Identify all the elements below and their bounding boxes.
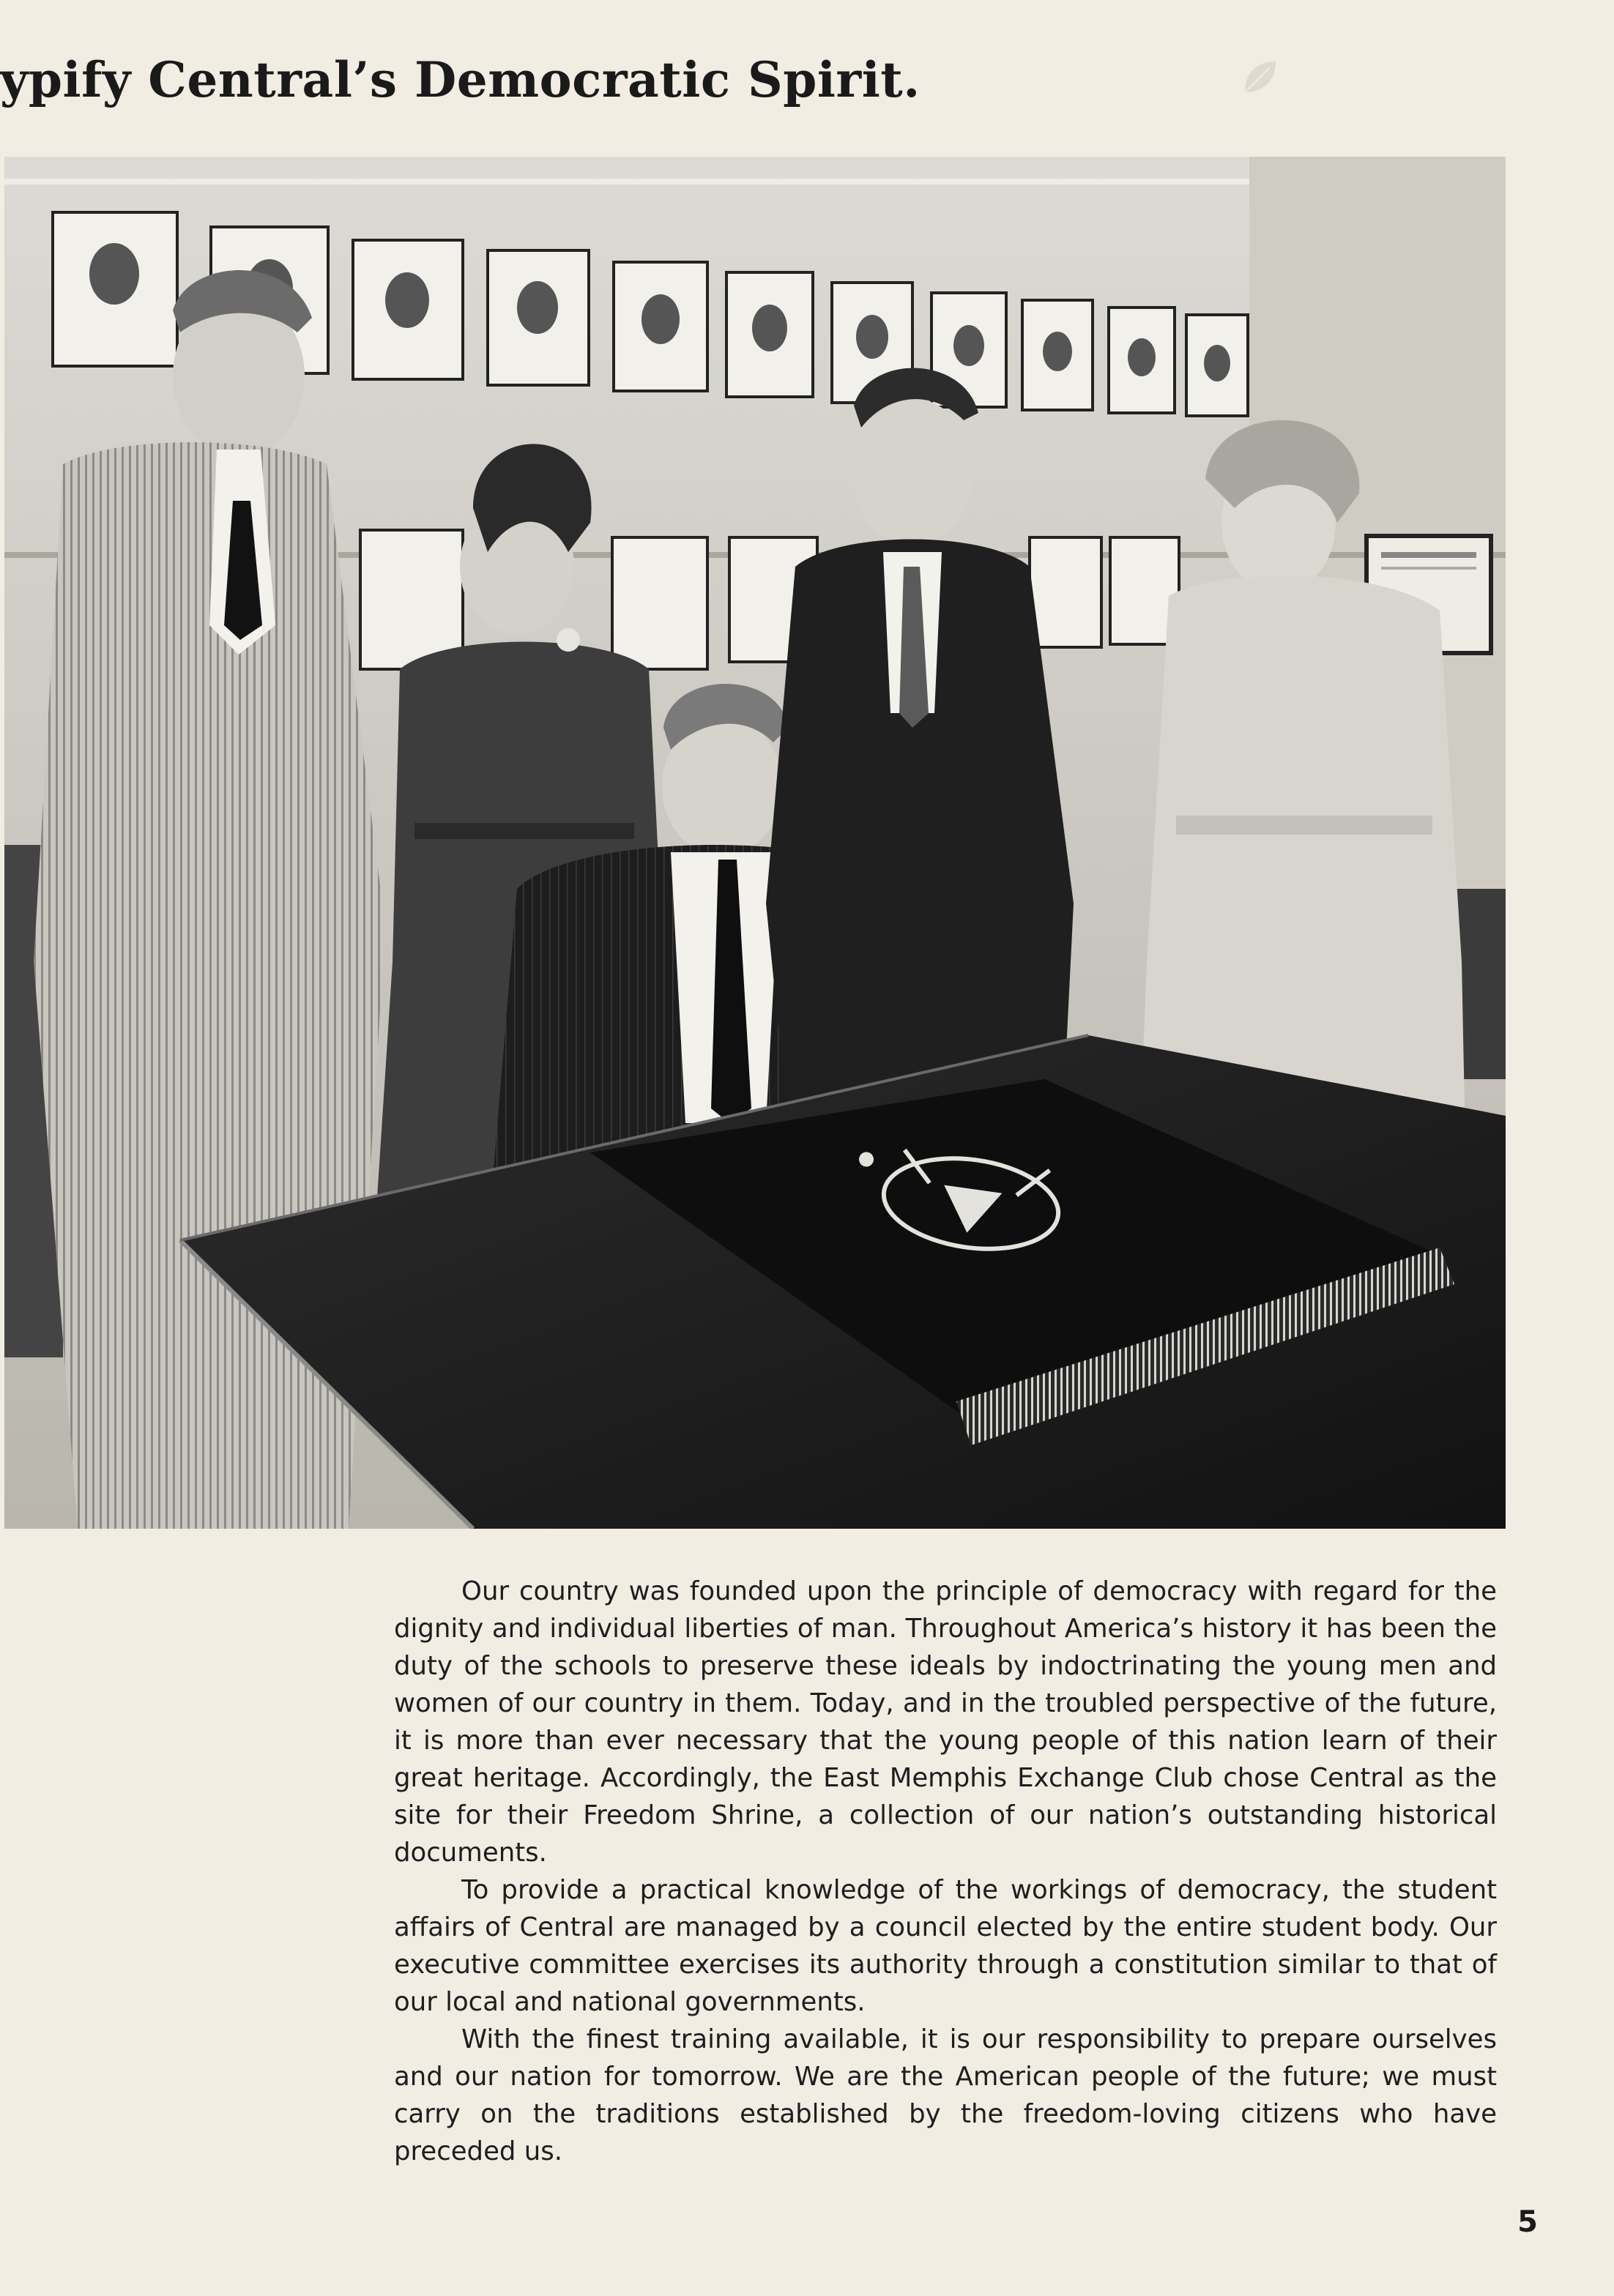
- paragraph-2: To provide a practical knowledge of the workings of democracy, the student affairs of Central are managed by a council elected by the entire student body. Our executive committee exercises its authority through a constitution similar to that of our local and national governments.: [394, 1875, 1497, 2017]
- paragraph-3: With the finest training available, it is our responsibility to prepare ourselves and our nation for tomorrow. We are the American people of the future; we must carry on the traditions established by the freedom-loving citizens who have preceded us.: [394, 2024, 1497, 2166]
- body-text: [394, 1573, 1497, 2170]
- page-title: ypify Central’s Democratic Spirit.: [0, 51, 921, 108]
- page-number: 5: [1517, 2205, 1538, 2239]
- group-photo: [4, 157, 1506, 1529]
- paragraph-1: Our country was founded upon the principle of democracy with regard for the dignity and individual liberties of man. Throughout America’s history it has been the duty of the schools to preserve these ideals by indoctrinating the young men and women of our country in them. Today, and in the troubled perspective of the future, it is more than ever necessary that the young people of this nation learn of their great heritage. Accordingly, the East Memphis Exchange Club chose Central as the site for their Freedom Shrine, a collection of our nation’s outstanding historical documents.: [394, 1576, 1497, 1868]
- leaf-watermark-icon: [1238, 56, 1282, 100]
